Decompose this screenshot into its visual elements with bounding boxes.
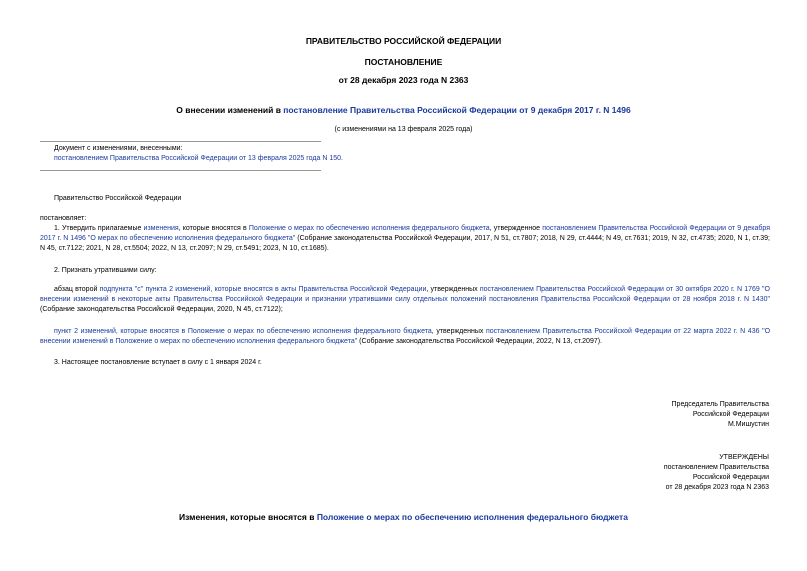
paragraph-2: 2. Признать утратившими силу:: [54, 267, 157, 274]
approved-line: постановлением Правительства: [663, 464, 769, 471]
changes-link[interactable]: постановлением Правительства Российской Федерации от 13 февраля 2025 года N 150.: [54, 155, 343, 162]
p3-text-c: (Собрание законодательства Российской Федерации, 2020, N 45, ст.7122);: [40, 306, 283, 313]
p1-text-a: 1. Утвердить прилагаемые: [54, 225, 144, 232]
p1-link-resolution[interactable]: постановлением Правительства Российской Федерации от 9 декабря 2017 г. N 1496 "О мерах по обеспечению исполнения федерального бюджета": [40, 225, 771, 242]
signature-name: М.Мишустин: [727, 421, 769, 428]
p3-text-b: , утвержденных: [426, 286, 480, 293]
p4-link-item[interactable]: пункт 2 изменений, которые вносятся в Положение о мерах по обеспечению исполнения федерального бюджета: [54, 328, 432, 335]
signature-line: Председатель Правительства: [671, 401, 769, 408]
changes-line: Документ с изменениями, внесенными:: [54, 145, 183, 152]
paragraph-4: [40, 327, 770, 347]
approved-block: [469, 453, 769, 493]
resolves-line: постановляет:: [40, 215, 87, 222]
p4-text-a: , утвержденных: [431, 328, 486, 335]
edition-note: (с изменениями на 13 февраля 2025 года): [334, 126, 473, 133]
p1-link-regulation[interactable]: Положение о мерах по обеспечению исполнения федерального бюджета: [248, 225, 490, 232]
signature-line: Российской Федерации: [692, 411, 769, 418]
changes-title: [0, 512, 807, 522]
approved-line: от 28 декабря 2023 года N 2363: [665, 484, 769, 491]
p1-link-changes[interactable]: изменения: [143, 225, 179, 232]
changes-title-prefix: Изменения, которые вносятся в: [179, 512, 317, 522]
date-number: от 28 декабря 2023 года N 2363: [338, 75, 469, 85]
approved-line: УТВЕРЖДЕНЫ: [719, 454, 769, 461]
signature-block: [469, 400, 769, 430]
p3-link-resolution[interactable]: постановлением Правительства Российской Федерации от 30 октября 2020 г. N 1769 "О внесении изменений в некоторые акты Правительства Российской Федерации и признании утратившими силу отдельных положений постановления Правительства Российской Федерации от 28 ноября 2018 г. N 1430": [40, 286, 770, 303]
divider-top: [40, 141, 321, 142]
approved-line: Российской Федерации: [692, 474, 769, 481]
document-title: [0, 105, 807, 115]
p3-text-a: абзац второй: [54, 286, 100, 293]
p4-link-resolution[interactable]: постановлением Правительства Российской Федерации от 22 марта 2022 г. N 436 "О внесении изменений в Положение о мерах по обеспечению исполнения федерального бюджета": [40, 328, 771, 345]
p1-text-d: (Собрание законодательства Российской Федерации, 2017, N 51, ст.7807; 2018, N 29, ст.4444; N 49, ст.7631; 2019, N 32, ст.4735; 2020, N 1, ст.39; N 45, ст.7122; 2021, N 28, ст.5504; 2022, N 13, ст.2097; N 29, ст.5491; 2023, N 10, ст.1685).: [40, 235, 770, 252]
changes-title-link[interactable]: Положение о мерах по обеспечению исполнения федерального бюджета: [316, 512, 628, 522]
org-heading: ПРАВИТЕЛЬСТВО РОССИЙСКОЙ ФЕДЕРАЦИИ: [305, 36, 502, 46]
title-link[interactable]: постановление Правительства Российской Федерации от 9 декабря 2017 г. N 1496: [283, 105, 631, 115]
title-prefix: О внесении изменений в: [176, 105, 284, 115]
changes-box: [54, 144, 784, 164]
paragraph-3: [40, 285, 770, 315]
p1-text-c: , утвержденное: [489, 225, 543, 232]
paragraph-5: 3. Настоящее постановление вступает в силу с 1 января 2024 г.: [54, 359, 262, 366]
divider-bottom: [40, 170, 321, 171]
gov-line: Правительство Российской Федерации: [54, 195, 182, 202]
p1-text-b: , которые вносятся в: [178, 225, 249, 232]
p3-link-subitem[interactable]: подпункта "с" пункта 2 изменений, которые вносятся в акты Правительства Российской Федерации: [99, 286, 427, 293]
doc-type-heading: ПОСТАНОВЛЕНИЕ: [364, 57, 443, 67]
paragraph-1: [40, 224, 770, 254]
p4-text-b: (Собрание законодательства Российской Федерации, 2022, N 13, ст.2097).: [357, 338, 603, 345]
